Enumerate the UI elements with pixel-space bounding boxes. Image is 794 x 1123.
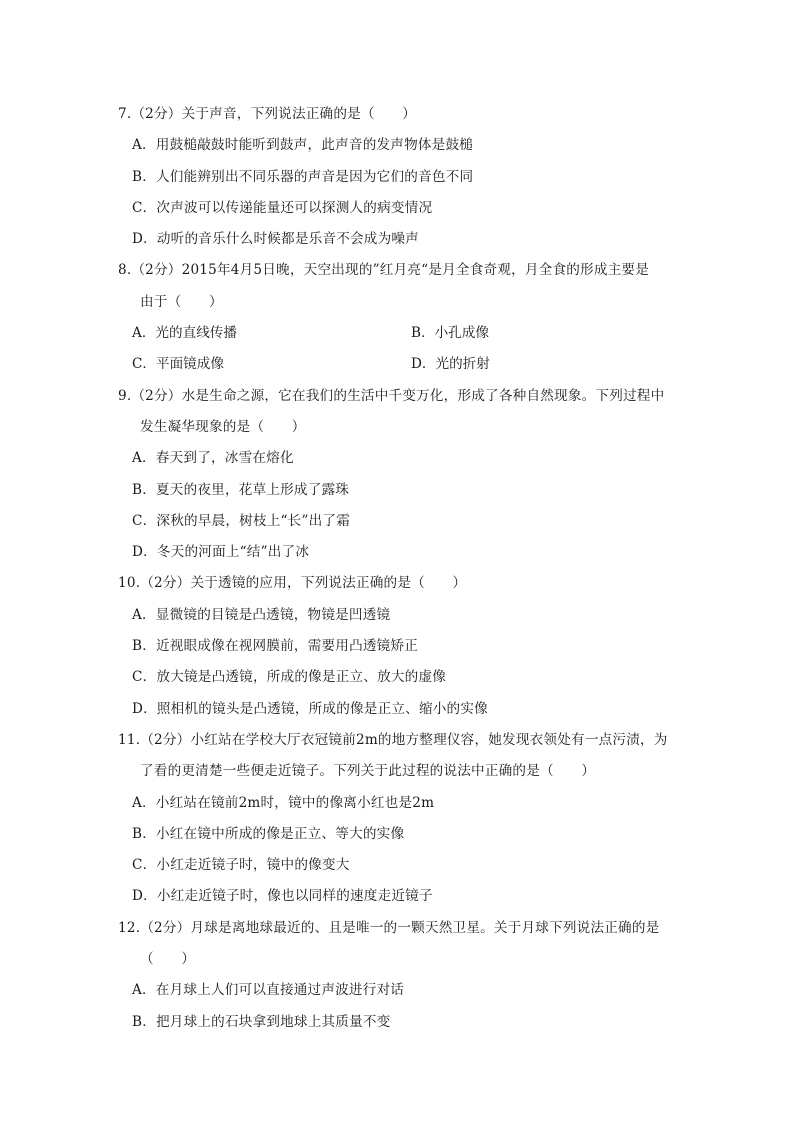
question-10-option-b: B．近视眼成像在视网膜前，需要用凸透镜矫正 xyxy=(132,638,419,655)
question-8-option-a: A．光的直线传播 xyxy=(132,325,237,342)
question-7-stem: 7.（2分）关于声音，下列说法正确的是（ ） xyxy=(118,106,417,122)
question-10-option-d: D．照相机的镜头是凸透镜，所成的像是正立、缩小的实像 xyxy=(132,700,488,717)
question-list xyxy=(118,99,678,1038)
question-8-option-c: C．平面镜成像 xyxy=(132,356,224,373)
question-9-stem-continued: 发生凝华现象的是（ ） xyxy=(140,418,306,435)
question-11-stem: 11.（2分）小红站在学校大厅衣冠镜前2m的地方整理仪容，她发现衣领处有一点污渍，为 xyxy=(118,731,668,748)
question-8-stem: 8.（2分）2015年4月5日晚，天空出现的”红月亮“是月全食奇观，月全食的形成主要是 xyxy=(118,262,650,279)
question-7-option-a: A．用鼓槌敲鼓时能听到鼓声，此声音的发声物体是鼓槌 xyxy=(132,137,474,154)
question-9-option-c: C．深秋的早晨，树枝上“长”出了霜 xyxy=(132,512,351,529)
question-10-option-c: C．放大镜是凸透镜，所成的像是正立、放大的虚像 xyxy=(132,669,447,686)
question-8-stem-continued: 由于（ ） xyxy=(140,293,223,310)
question-8-option-row-1 xyxy=(118,318,678,349)
question-11-option-b: B．小红在镜中所成的像是正立、等大的实像 xyxy=(132,825,405,842)
question-9-option-d: D．冬天的河面上“结”出了冰 xyxy=(132,544,310,561)
question-7-option-c: C．次声波可以传递能量还可以探测人的病变情况 xyxy=(132,199,433,216)
question-8-option-b: B．小孔成像 xyxy=(411,325,489,342)
question-9-stem: 9.（2分）水是生命之源，它在我们的生活中千变万化，形成了各种自然现象。下列过程中 xyxy=(118,387,665,404)
question-8-option-row-2 xyxy=(118,349,678,380)
question-9-option-a: A．春天到了，冰雪在熔化 xyxy=(132,450,294,467)
question-12-option-b: B．把月球上的石块拿到地球上其质量不变 xyxy=(132,1013,391,1030)
question-11-option-a: A．小红站在镜前2m时，镜中的像离小红也是2m xyxy=(132,794,435,811)
question-10-option-a: A．显微镜的目镜是凸透镜，物镜是凹透镜 xyxy=(132,606,391,623)
question-12-option-a: A．在月球上人们可以直接通过声波进行对话 xyxy=(132,982,405,999)
question-11-option-c: C．小红走近镜子时，镜中的像变大 xyxy=(132,857,350,874)
question-11-option-d: D．小红走近镜子时，像也以同样的速度走近镜子 xyxy=(132,888,433,905)
question-10-stem: 10.（2分）关于透镜的应用，下列说法正确的是（ ） xyxy=(118,575,467,592)
question-12-stem: 12.（2分）月球是离地球最近的、且是唯一的一颗天然卫星。关于月球下列说法正确的是 xyxy=(118,919,660,936)
question-7-option-d: D．动听的音乐什么时候都是乐音不会成为噪声 xyxy=(132,231,419,248)
question-8-option-d: D．光的折射 xyxy=(411,356,490,373)
question-11-stem-continued: 了看的更清楚一些便走近镜子。下列关于此过程的说法中正确的是（ ） xyxy=(140,763,596,780)
question-9-option-b: B．夏天的夜里，花草上形成了露珠 xyxy=(132,481,350,498)
question-12-stem-continued: （ ） xyxy=(140,951,196,968)
question-7-option-b: B．人们能辨别出不同乐器的声音是因为它们的音色不同 xyxy=(132,168,474,185)
